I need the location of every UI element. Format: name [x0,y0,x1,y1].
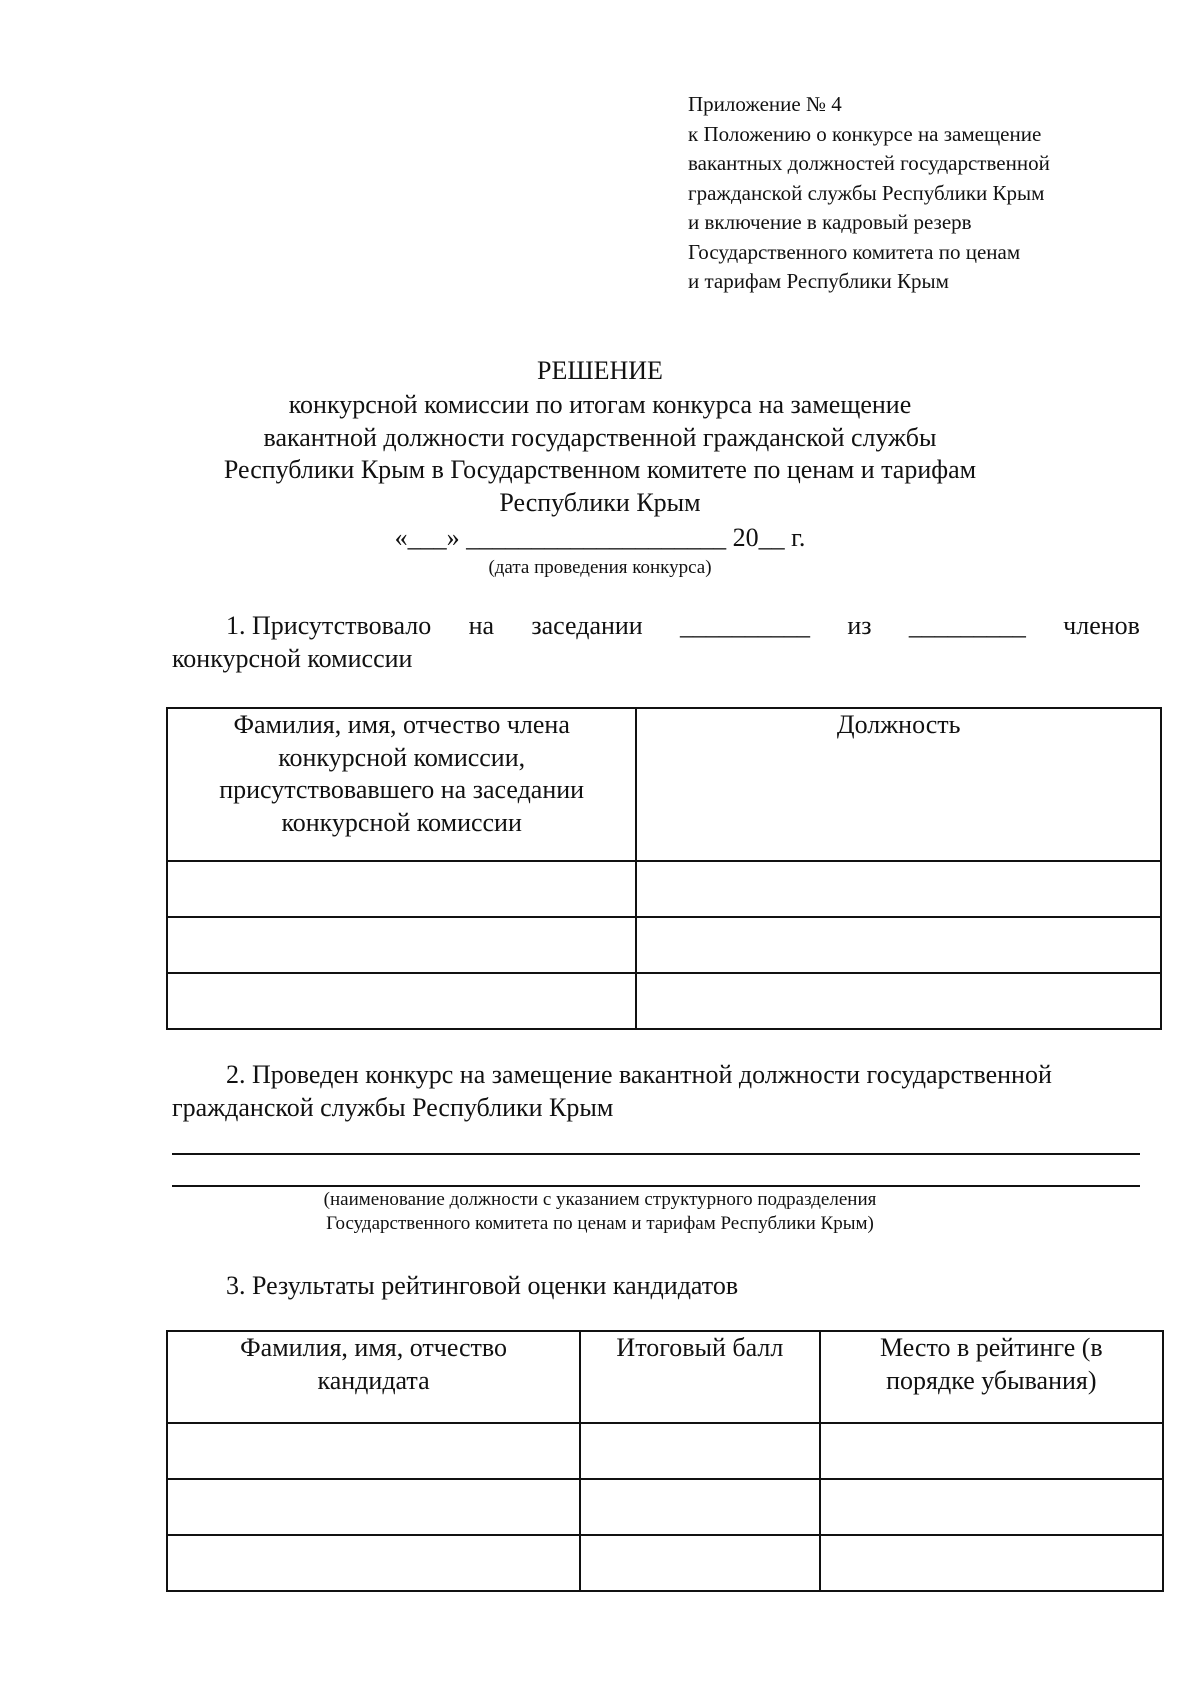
header-member-name [167,708,636,861]
section-2-line: 2. Проведен конкурс на замещение вакантной должности государственной [226,1060,1052,1089]
section-1-word: заседании [531,611,643,640]
commission-members-table [166,707,1162,1030]
section-1-word: членов [1063,611,1140,640]
table-header-row [167,1331,1163,1423]
document-title: РЕШЕНИЕ [537,356,663,385]
position-caption-line: Государственного комитета по ценам и тарифам Республики Крым) [326,1213,874,1234]
section-1-word: 1. Присутствовало [226,611,432,640]
header-candidate-name [167,1331,580,1423]
member-name-cell[interactable] [167,861,636,917]
position-name-line[interactable] [172,1153,1140,1155]
table-row [167,917,1161,973]
appendix-line: Приложение № 4 [688,92,842,116]
document-subtitle [0,389,1200,519]
section-2 [172,1058,1140,1124]
table-row [167,973,1161,1029]
appendix-line: к Положению о конкурсе на замещение [688,121,1042,146]
position-caption [0,1188,1200,1236]
member-position-cell[interactable] [636,861,1161,917]
member-position-cell[interactable] [636,973,1161,1029]
section-3-heading: 3. Результаты рейтинговой оценки кандидатов [226,1271,739,1300]
candidate-name-cell[interactable] [167,1479,580,1535]
rating-place-cell[interactable] [820,1479,1163,1535]
table-row [167,1423,1163,1479]
total-score-cell[interactable] [580,1479,820,1535]
subtitle-line: Республики Крым [499,487,701,517]
subtitle-line: вакантной должности государственной гражданской службы [263,422,937,452]
total-members-field[interactable]: _________ [908,611,1026,640]
header-position: Должность [636,708,1161,861]
appendix-line: вакантных должностей государственной [688,151,1050,175]
date-caption: (дата проведения конкурса) [488,557,712,578]
header-rating-place [820,1331,1163,1423]
appendix-line: гражданской службы Республики Крым [688,180,1045,205]
appendix-reference [688,90,1128,297]
header-candidate-name-text: Фамилия, имя, отчество кандидата [240,1333,508,1395]
subtitle-line: конкурсной комиссии по итогам конкурса на замещение [288,390,912,419]
table-row [167,861,1161,917]
rating-place-cell[interactable] [820,1423,1163,1479]
section-1-word: на [468,611,495,640]
header-total-score: Итоговый балл [580,1331,820,1423]
present-count-field[interactable]: __________ [680,611,811,640]
member-position-cell[interactable] [636,917,1161,973]
member-name-cell[interactable] [167,917,636,973]
rating-place-cell[interactable] [820,1535,1163,1591]
table-row [167,1479,1163,1535]
section-1-word: из [847,611,872,640]
header-member-name-text: Фамилия, имя, отчество члена конкурсной комиссии, присутствовавшего на заседании конкурсной комиссии [219,710,585,837]
position-caption-line: (наименование должности с указанием структурного подразделения [323,1189,877,1210]
appendix-line: и тарифам Республики Крым [688,269,949,293]
header-rating-place-text: Место в рейтинге (в порядке убывания) [879,1333,1103,1395]
section-1-attendance [172,610,1140,642]
candidate-name-cell[interactable] [167,1423,580,1479]
section-1-continuation: конкурсной комиссии [172,644,413,673]
member-name-cell[interactable] [167,973,636,1029]
candidate-name-cell[interactable] [167,1535,580,1591]
appendix-line: Государственного комитета по ценам [688,239,1021,264]
table-header-row [167,708,1161,861]
position-name-line[interactable] [172,1185,1140,1187]
appendix-line: и включение в кадровый резерв [688,210,972,234]
candidate-rating-table [166,1330,1164,1592]
date-field[interactable]: «___» ____________________ 20__ г. [394,523,806,552]
section-2-line: гражданской службы Республики Крым [172,1093,614,1122]
table-row [167,1535,1163,1591]
total-score-cell[interactable] [580,1423,820,1479]
subtitle-line: Республики Крым в Государственном комитете по ценам и тарифам [223,455,977,484]
total-score-cell[interactable] [580,1535,820,1591]
